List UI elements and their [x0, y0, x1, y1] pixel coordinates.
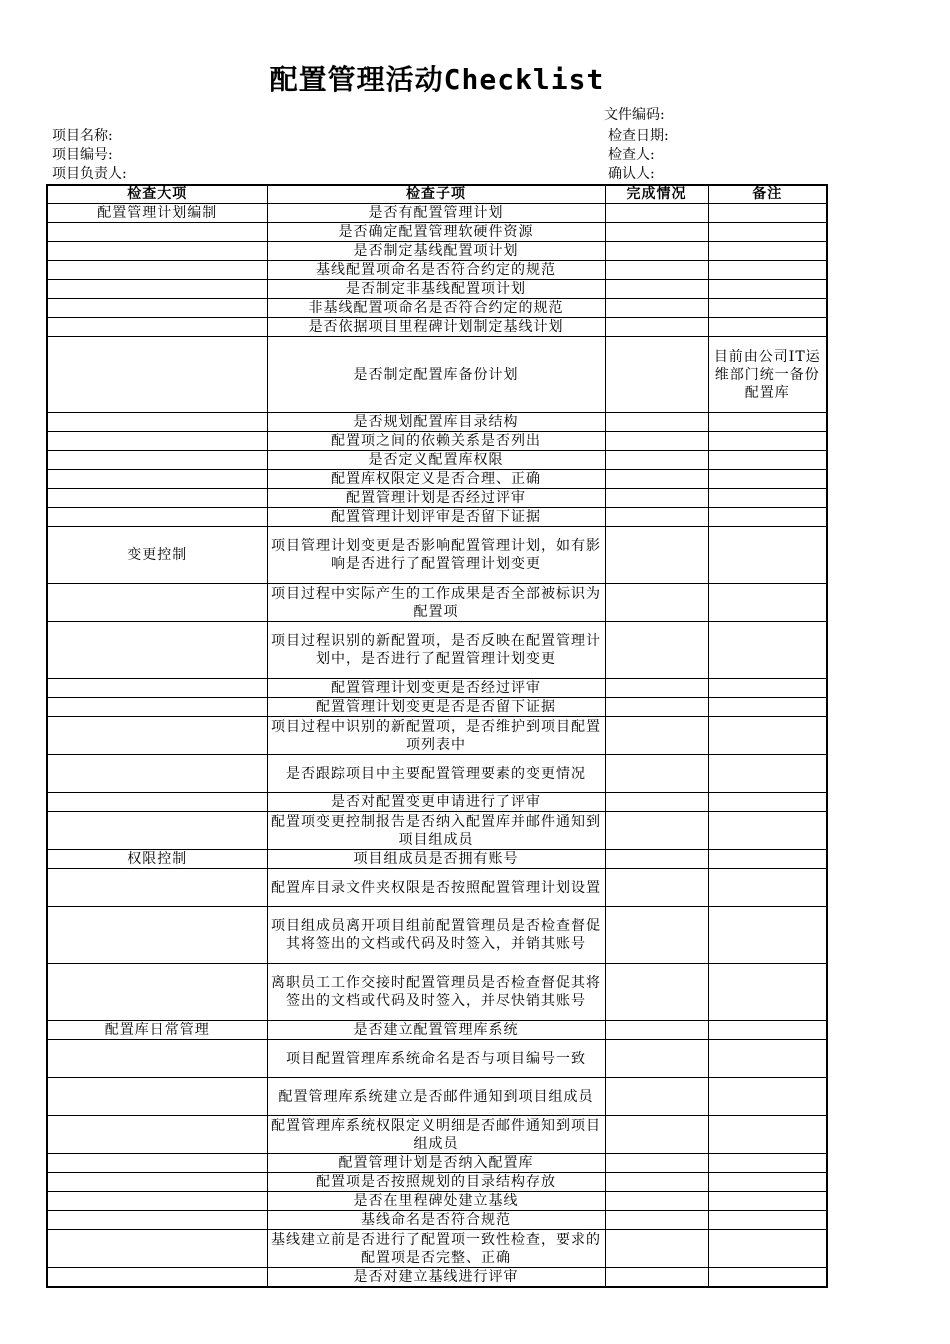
category-cell: [47, 1230, 267, 1268]
checklist-table: [46, 184, 828, 1288]
category-cell: [47, 679, 267, 698]
item-cell: 配置项之间的依赖关系是否列出: [267, 432, 605, 451]
table-row: [47, 489, 827, 508]
category-cell: [47, 337, 267, 413]
status-cell: [605, 280, 708, 299]
confirmer-label: 确认人:: [608, 166, 655, 182]
table-row: [47, 1230, 827, 1268]
note-cell: [708, 793, 827, 812]
item-cell: 是否确定配置管理软硬件资源: [267, 223, 605, 242]
category-cell: [47, 698, 267, 717]
item-cell: 基线配置项命名是否符合约定的规范: [267, 261, 605, 280]
note-cell: [708, 1021, 827, 1040]
table-row: [47, 1268, 827, 1288]
project-number-label: 项目编号:: [52, 147, 113, 163]
table-row: [47, 299, 827, 318]
table-row: [47, 1211, 827, 1230]
table-row: [47, 869, 827, 907]
note-cell: [708, 679, 827, 698]
item-cell: 是否制定非基线配置项计划: [267, 280, 605, 299]
table-row: [47, 451, 827, 470]
header-row: [47, 185, 827, 204]
category-cell: [47, 1173, 267, 1192]
column-header-category: 检查大项: [47, 185, 267, 204]
item-cell: 是否依据项目里程碑计划制定基线计划: [267, 318, 605, 337]
table-row: [47, 337, 827, 413]
note-cell: [708, 1268, 827, 1288]
item-cell: 是否定义配置库权限: [267, 451, 605, 470]
table-row: [47, 698, 827, 717]
item-cell: 是否制定配置库备份计划: [267, 337, 605, 413]
note-cell: [708, 622, 827, 679]
category-cell: 权限控制: [47, 850, 267, 869]
category-cell: [47, 223, 267, 242]
note-cell: [708, 508, 827, 527]
item-cell: 配置管理库系统权限定义明细是否邮件通知到项目组成员: [267, 1116, 605, 1154]
check-date-label: 检查日期:: [608, 128, 669, 144]
note-cell: [708, 850, 827, 869]
status-cell: [605, 679, 708, 698]
item-cell: 项目过程中识别的新配置项，是否维护到项目配置项列表中: [267, 717, 605, 755]
note-cell: [708, 413, 827, 432]
status-cell: [605, 1040, 708, 1078]
note-cell: [708, 489, 827, 508]
table-row: [47, 527, 827, 584]
category-cell: [47, 1078, 267, 1116]
column-header-status: 完成情况: [605, 185, 708, 204]
column-header-item: 检查子项: [267, 185, 605, 204]
table-row: [47, 850, 827, 869]
category-cell: [47, 1154, 267, 1173]
table-row: [47, 470, 827, 489]
table-row: [47, 1040, 827, 1078]
table-row: [47, 280, 827, 299]
category-cell: [47, 470, 267, 489]
note-cell: [708, 812, 827, 850]
note-cell: [708, 907, 827, 964]
status-cell: [605, 223, 708, 242]
note-cell: [708, 1078, 827, 1116]
category-cell: 配置库日常管理: [47, 1021, 267, 1040]
status-cell: [605, 489, 708, 508]
status-cell: [605, 1021, 708, 1040]
note-cell: [708, 1040, 827, 1078]
item-cell: 是否对建立基线进行评审: [267, 1268, 605, 1288]
item-cell: 配置管理计划是否经过评审: [267, 489, 605, 508]
status-cell: [605, 470, 708, 489]
status-cell: [605, 242, 708, 261]
category-cell: [47, 812, 267, 850]
status-cell: [605, 907, 708, 964]
category-cell: [47, 508, 267, 527]
status-cell: [605, 261, 708, 280]
note-cell: [708, 1154, 827, 1173]
item-cell: 项目过程识别的新配置项，是否反映在配置管理计划中，是否进行了配置管理计划变更: [267, 622, 605, 679]
category-cell: [47, 1040, 267, 1078]
status-cell: [605, 1173, 708, 1192]
table-row: [47, 508, 827, 527]
note-cell: [708, 527, 827, 584]
category-cell: [47, 432, 267, 451]
item-cell: 非基线配置项命名是否符合约定的规范: [267, 299, 605, 318]
status-cell: [605, 337, 708, 413]
category-cell: [47, 793, 267, 812]
table-row: [47, 793, 827, 812]
note-cell: [708, 280, 827, 299]
category-cell: [47, 413, 267, 432]
status-cell: [605, 1116, 708, 1154]
table-row: [47, 432, 827, 451]
note-cell: [708, 432, 827, 451]
status-cell: [605, 698, 708, 717]
item-cell: 配置管理计划变更是否经过评审: [267, 679, 605, 698]
note-cell: [708, 869, 827, 907]
note-cell: [708, 318, 827, 337]
category-cell: [47, 261, 267, 280]
item-cell: 基线建立前是否进行了配置项一致性检查，要求的配置项是否完整、正确: [267, 1230, 605, 1268]
status-cell: [605, 812, 708, 850]
category-cell: [47, 1116, 267, 1154]
table-row: [47, 413, 827, 432]
item-cell: 是否规划配置库目录结构: [267, 413, 605, 432]
item-cell: 是否跟踪项目中主要配置管理要素的变更情况: [267, 755, 605, 793]
category-cell: [47, 755, 267, 793]
table-row: [47, 755, 827, 793]
checklist-body: [47, 204, 827, 1288]
note-cell: [708, 470, 827, 489]
category-cell: [47, 869, 267, 907]
note-cell: [708, 1173, 827, 1192]
status-cell: [605, 508, 708, 527]
note-cell: [708, 698, 827, 717]
page-title: 配置管理活动Checklist: [269, 63, 605, 96]
category-cell: [47, 299, 267, 318]
status-cell: [605, 584, 708, 622]
item-cell: 是否制定基线配置项计划: [267, 242, 605, 261]
note-cell: 目前由公司IT运维部门统一备份配置库: [708, 337, 827, 413]
note-cell: [708, 242, 827, 261]
status-cell: [605, 850, 708, 869]
category-cell: [47, 964, 267, 1021]
category-cell: [47, 584, 267, 622]
table-row: [47, 1154, 827, 1173]
note-cell: [708, 755, 827, 793]
status-cell: [605, 451, 708, 470]
category-cell: [47, 280, 267, 299]
status-cell: [605, 432, 708, 451]
item-cell: 离职员工工作交接时配置管理员是否检查督促其将签出的文档或代码及时签入，并尽快销其账号: [267, 964, 605, 1021]
status-cell: [605, 755, 708, 793]
table-row: [47, 812, 827, 850]
note-cell: [708, 584, 827, 622]
note-cell: [708, 223, 827, 242]
status-cell: [605, 622, 708, 679]
file-code-label: 文件编码:: [604, 107, 665, 123]
table-row: [47, 242, 827, 261]
note-cell: [708, 1192, 827, 1211]
table-row: [47, 679, 827, 698]
category-cell: [47, 622, 267, 679]
status-cell: [605, 299, 708, 318]
item-cell: 是否在里程碑处建立基线: [267, 1192, 605, 1211]
checker-label: 检查人:: [608, 147, 655, 163]
table-row: [47, 964, 827, 1021]
note-cell: [708, 717, 827, 755]
table-row: [47, 907, 827, 964]
status-cell: [605, 413, 708, 432]
category-cell: 配置管理计划编制: [47, 204, 267, 223]
item-cell: 项目过程中实际产生的工作成果是否全部被标识为配置项: [267, 584, 605, 622]
project-name-label: 项目名称:: [52, 128, 113, 144]
note-cell: [708, 451, 827, 470]
category-cell: [47, 489, 267, 508]
project-owner-label: 项目负责人:: [52, 166, 127, 182]
item-cell: 配置管理计划变更是否是否留下证据: [267, 698, 605, 717]
status-cell: [605, 204, 708, 223]
category-cell: [47, 451, 267, 470]
status-cell: [605, 1268, 708, 1288]
status-cell: [605, 1211, 708, 1230]
note-cell: [708, 261, 827, 280]
category-cell: [47, 242, 267, 261]
note-cell: [708, 204, 827, 223]
category-cell: 变更控制: [47, 527, 267, 584]
category-cell: [47, 1268, 267, 1288]
table-row: [47, 318, 827, 337]
item-cell: 配置库目录文件夹权限是否按照配置管理计划设置: [267, 869, 605, 907]
note-cell: [708, 1211, 827, 1230]
item-cell: 配置项是否按照规划的目录结构存放: [267, 1173, 605, 1192]
note-cell: [708, 299, 827, 318]
item-cell: 项目配置管理库系统命名是否与项目编号一致: [267, 1040, 605, 1078]
table-row: [47, 622, 827, 679]
item-cell: 配置库权限定义是否合理、正确: [267, 470, 605, 489]
status-cell: [605, 717, 708, 755]
table-row: [47, 1078, 827, 1116]
column-header-note: 备注: [708, 185, 827, 204]
status-cell: [605, 964, 708, 1021]
table-row: [47, 584, 827, 622]
item-cell: 项目管理计划变更是否影响配置管理计划，如有影响是否进行了配置管理计划变更: [267, 527, 605, 584]
item-cell: 基线命名是否符合规范: [267, 1211, 605, 1230]
item-cell: 是否对配置变更申请进行了评审: [267, 793, 605, 812]
status-cell: [605, 793, 708, 812]
table-row: [47, 223, 827, 242]
category-cell: [47, 717, 267, 755]
status-cell: [605, 527, 708, 584]
item-cell: 是否建立配置管理库系统: [267, 1021, 605, 1040]
status-cell: [605, 1078, 708, 1116]
status-cell: [605, 869, 708, 907]
note-cell: [708, 1116, 827, 1154]
category-cell: [47, 1192, 267, 1211]
item-cell: 配置管理计划评审是否留下证据: [267, 508, 605, 527]
table-row: [47, 1021, 827, 1040]
table-row: [47, 717, 827, 755]
item-cell: 是否有配置管理计划: [267, 204, 605, 223]
item-cell: 项目组成员是否拥有账号: [267, 850, 605, 869]
note-cell: [708, 964, 827, 1021]
category-cell: [47, 907, 267, 964]
item-cell: 配置管理库系统建立是否邮件通知到项目组成员: [267, 1078, 605, 1116]
status-cell: [605, 1192, 708, 1211]
item-cell: 配置项变更控制报告是否纳入配置库并邮件通知到项目组成员: [267, 812, 605, 850]
category-cell: [47, 1211, 267, 1230]
category-cell: [47, 318, 267, 337]
status-cell: [605, 1230, 708, 1268]
item-cell: 配置管理计划是否纳入配置库: [267, 1154, 605, 1173]
table-row: [47, 261, 827, 280]
table-row: [47, 1116, 827, 1154]
item-cell: 项目组成员离开项目组前配置管理员是否检查督促其将签出的文档或代码及时签入，并销其账号: [267, 907, 605, 964]
table-row: [47, 1173, 827, 1192]
table-row: [47, 204, 827, 223]
status-cell: [605, 318, 708, 337]
table-row: [47, 1192, 827, 1211]
note-cell: [708, 1230, 827, 1268]
status-cell: [605, 1154, 708, 1173]
